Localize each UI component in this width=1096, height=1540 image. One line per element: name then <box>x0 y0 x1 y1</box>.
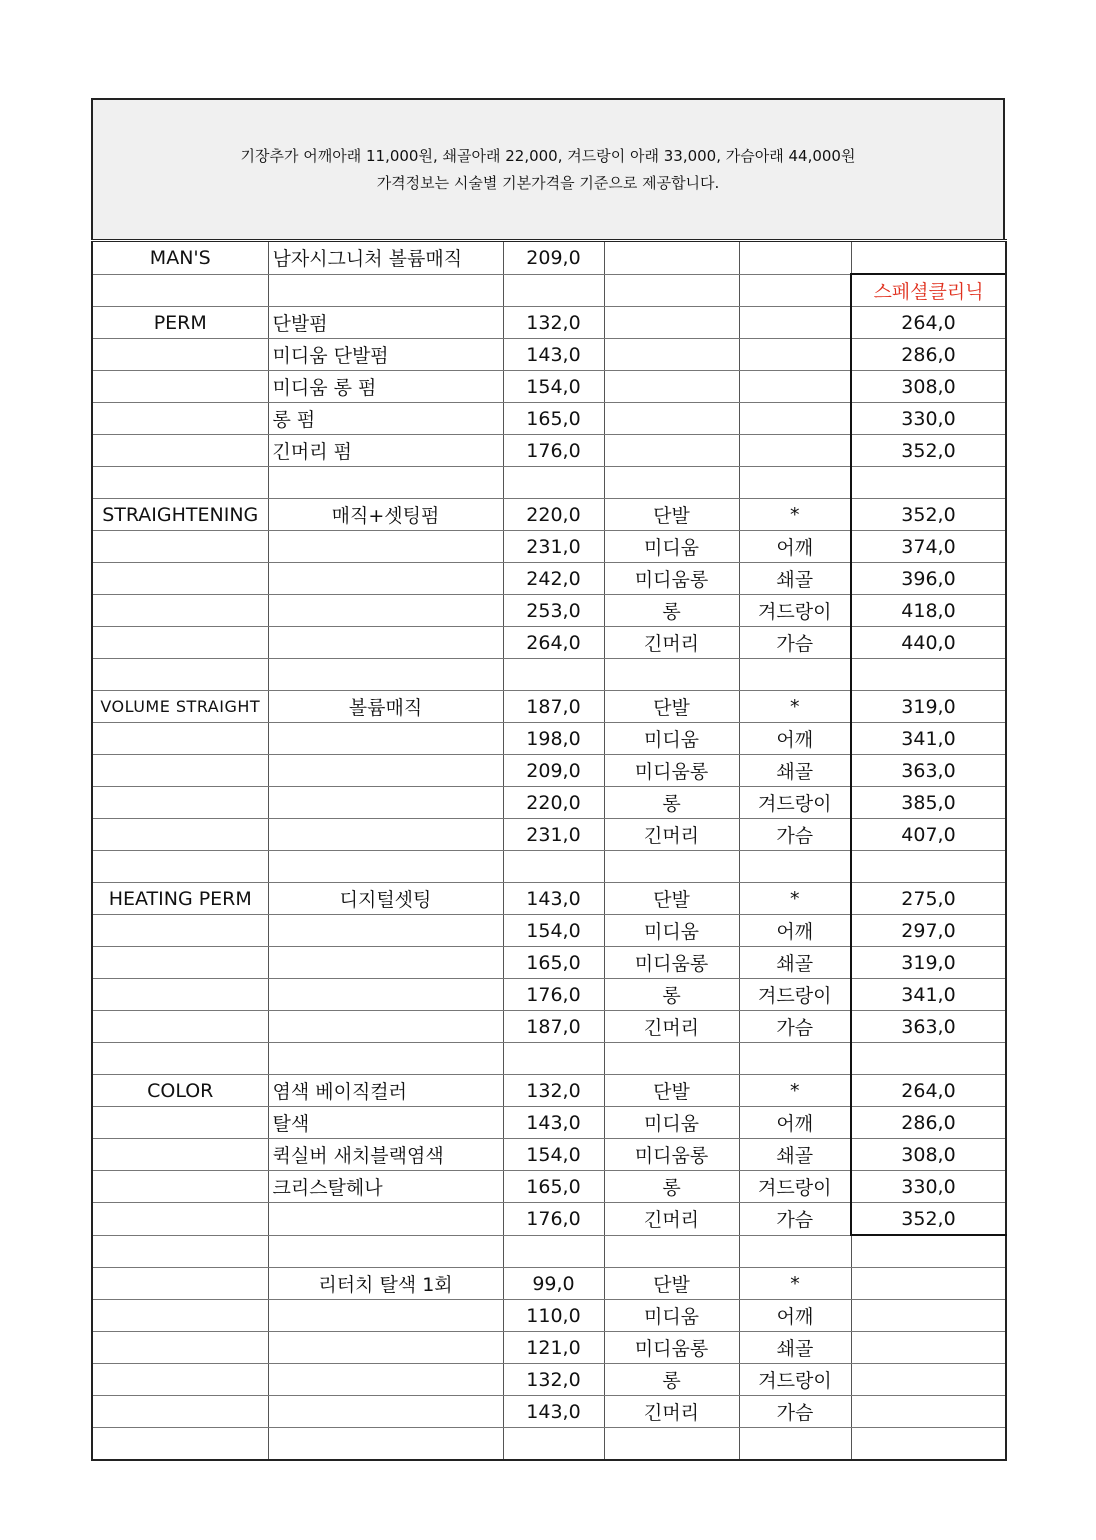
table-row <box>92 915 1006 947</box>
cell-special: 396,0 <box>851 563 1006 595</box>
table-row <box>92 435 1006 467</box>
cell-length: 미디움 <box>604 915 739 947</box>
cell-category: STRAIGHTENING <box>92 499 268 531</box>
cell-service: 미디움 롱 펌 <box>268 371 503 403</box>
table-row <box>92 883 1006 915</box>
cell-extension <box>739 339 851 371</box>
cell-special: 418,0 <box>851 595 1006 627</box>
cell-length <box>604 1235 739 1268</box>
cell-length <box>604 435 739 467</box>
cell-length: 미디움 <box>604 531 739 563</box>
cell-category <box>92 595 268 627</box>
table-row <box>92 659 1006 691</box>
cell-service <box>268 1300 503 1332</box>
cell-special: 286,0 <box>851 1107 1006 1139</box>
cell-special <box>851 1332 1006 1364</box>
cell-special <box>851 1235 1006 1268</box>
cell-category: HEATING PERM <box>92 883 268 915</box>
cell-extension <box>739 403 851 435</box>
cell-category <box>92 979 268 1011</box>
table-row <box>92 1300 1006 1332</box>
cell-length: 단발 <box>604 1268 739 1300</box>
cell-price: 154,0 <box>503 1139 604 1171</box>
cell-price: 165,0 <box>503 403 604 435</box>
cell-special: 352,0 <box>851 435 1006 467</box>
cell-length: 롱 <box>604 1364 739 1396</box>
cell-length: 미디움롱 <box>604 947 739 979</box>
cell-category <box>92 1332 268 1364</box>
table-row <box>92 851 1006 883</box>
cell-special <box>851 1268 1006 1300</box>
table-row <box>92 339 1006 371</box>
cell-category <box>92 1107 268 1139</box>
cell-category <box>92 467 268 499</box>
cell-service: 남자시그니처 볼륨매직 <box>268 241 503 275</box>
cell-length: 미디움롱 <box>604 563 739 595</box>
cell-price <box>503 1428 604 1461</box>
cell-length <box>604 467 739 499</box>
cell-price: 154,0 <box>503 371 604 403</box>
cell-service <box>268 851 503 883</box>
price-table-body <box>92 241 1006 1461</box>
cell-category <box>92 1043 268 1075</box>
cell-extension: 어깨 <box>739 723 851 755</box>
cell-special: 341,0 <box>851 979 1006 1011</box>
cell-category <box>92 1139 268 1171</box>
cell-special: 341,0 <box>851 723 1006 755</box>
cell-category <box>92 435 268 467</box>
cell-extension: * <box>739 883 851 915</box>
cell-category <box>92 1428 268 1461</box>
notice-line-1: 기장추가 어깨아래 11,000원, 쇄골아래 22,000, 겨드랑이 아래 33,000, 가슴아래 44,000원 <box>240 146 856 165</box>
cell-category <box>92 819 268 851</box>
cell-price: 176,0 <box>503 1203 604 1236</box>
cell-extension: 겨드랑이 <box>739 979 851 1011</box>
cell-special: 363,0 <box>851 755 1006 787</box>
cell-service <box>268 1364 503 1396</box>
cell-category: PERM <box>92 307 268 339</box>
cell-service: 미디움 단발펌 <box>268 339 503 371</box>
cell-special <box>851 1364 1006 1396</box>
cell-extension: 가슴 <box>739 819 851 851</box>
cell-extension: 어깨 <box>739 915 851 947</box>
cell-category <box>92 1300 268 1332</box>
cell-category <box>92 1235 268 1268</box>
cell-extension: * <box>739 499 851 531</box>
table-row <box>92 1171 1006 1203</box>
cell-price: 253,0 <box>503 595 604 627</box>
table-row <box>92 274 1006 307</box>
cell-service: 매직+셋팅펌 <box>268 499 503 531</box>
cell-price <box>503 1043 604 1075</box>
cell-extension: 쇄골 <box>739 755 851 787</box>
cell-category <box>92 339 268 371</box>
cell-category: COLOR <box>92 1075 268 1107</box>
table-row <box>92 691 1006 723</box>
cell-price: 220,0 <box>503 787 604 819</box>
table-row <box>92 1428 1006 1461</box>
cell-category <box>92 1203 268 1236</box>
cell-price: 143,0 <box>503 339 604 371</box>
table-row <box>92 1364 1006 1396</box>
cell-price: 176,0 <box>503 979 604 1011</box>
cell-price: 132,0 <box>503 1364 604 1396</box>
cell-length: 롱 <box>604 1171 739 1203</box>
cell-special <box>851 1300 1006 1332</box>
cell-category: MAN'S <box>92 241 268 275</box>
cell-price: 143,0 <box>503 1107 604 1139</box>
table-row <box>92 403 1006 435</box>
table-row <box>92 371 1006 403</box>
table-row <box>92 467 1006 499</box>
cell-category <box>92 915 268 947</box>
cell-service <box>268 659 503 691</box>
table-row <box>92 1139 1006 1171</box>
cell-category <box>92 274 268 307</box>
cell-category <box>92 1364 268 1396</box>
cell-length: 긴머리 <box>604 1011 739 1043</box>
cell-special: 407,0 <box>851 819 1006 851</box>
cell-price: 187,0 <box>503 1011 604 1043</box>
notice-line-2: 가격정보는 시술별 기본가격을 기준으로 제공합니다. <box>376 173 720 192</box>
cell-service: 롱 펌 <box>268 403 503 435</box>
cell-price: 231,0 <box>503 819 604 851</box>
table-row <box>92 1235 1006 1268</box>
cell-special: 286,0 <box>851 339 1006 371</box>
cell-service: 단발펌 <box>268 307 503 339</box>
table-row <box>92 499 1006 531</box>
cell-length: 긴머리 <box>604 819 739 851</box>
cell-category <box>92 403 268 435</box>
cell-extension: 어깨 <box>739 1107 851 1139</box>
cell-category <box>92 1011 268 1043</box>
cell-length: 롱 <box>604 787 739 819</box>
cell-length: 긴머리 <box>604 627 739 659</box>
cell-service <box>268 915 503 947</box>
table-row <box>92 755 1006 787</box>
cell-service: 퀵실버 새치블랙염색 <box>268 1139 503 1171</box>
cell-category: VOLUME STRAIGHT <box>92 691 268 723</box>
cell-length: 긴머리 <box>604 1396 739 1428</box>
cell-special <box>851 241 1006 275</box>
cell-price <box>503 851 604 883</box>
cell-extension: 쇄골 <box>739 1139 851 1171</box>
table-row <box>92 1011 1006 1043</box>
cell-service: 탈색 <box>268 1107 503 1139</box>
cell-price: 165,0 <box>503 947 604 979</box>
cell-service <box>268 723 503 755</box>
cell-special <box>851 467 1006 499</box>
cell-extension: * <box>739 1075 851 1107</box>
cell-category <box>92 627 268 659</box>
cell-service <box>268 274 503 307</box>
cell-extension: 쇄골 <box>739 563 851 595</box>
cell-special: 319,0 <box>851 691 1006 723</box>
table-row <box>92 1396 1006 1428</box>
cell-length <box>604 241 739 275</box>
table-row <box>92 819 1006 851</box>
cell-category <box>92 563 268 595</box>
cell-special: 352,0 <box>851 499 1006 531</box>
cell-length: 미디움 <box>604 1300 739 1332</box>
cell-length: 단발 <box>604 691 739 723</box>
cell-category <box>92 531 268 563</box>
cell-price: 110,0 <box>503 1300 604 1332</box>
cell-service <box>268 563 503 595</box>
cell-category <box>92 723 268 755</box>
cell-special: 264,0 <box>851 307 1006 339</box>
cell-length: 미디움롱 <box>604 1139 739 1171</box>
cell-price: 187,0 <box>503 691 604 723</box>
table-row <box>92 947 1006 979</box>
cell-length: 미디움롱 <box>604 1332 739 1364</box>
cell-length: 롱 <box>604 979 739 1011</box>
cell-special: 275,0 <box>851 883 1006 915</box>
cell-length <box>604 403 739 435</box>
cell-special: 스페셜클리닉 <box>851 274 1006 307</box>
cell-category <box>92 659 268 691</box>
cell-special <box>851 659 1006 691</box>
notice-box <box>91 98 1005 239</box>
table-row <box>92 307 1006 339</box>
cell-length <box>604 659 739 691</box>
cell-special: 363,0 <box>851 1011 1006 1043</box>
cell-service: 긴머리 펌 <box>268 435 503 467</box>
cell-price: 132,0 <box>503 1075 604 1107</box>
cell-price: 132,0 <box>503 307 604 339</box>
cell-category <box>92 1268 268 1300</box>
cell-special: 440,0 <box>851 627 1006 659</box>
cell-extension: 쇄골 <box>739 947 851 979</box>
cell-service: 리터치 탈색 1회 <box>268 1268 503 1300</box>
table-row <box>92 787 1006 819</box>
cell-length <box>604 1043 739 1075</box>
cell-category <box>92 1396 268 1428</box>
cell-service <box>268 819 503 851</box>
cell-category <box>92 1171 268 1203</box>
cell-special <box>851 1396 1006 1428</box>
cell-price: 143,0 <box>503 1396 604 1428</box>
cell-service <box>268 531 503 563</box>
cell-price: 264,0 <box>503 627 604 659</box>
table-row <box>92 531 1006 563</box>
cell-extension: 겨드랑이 <box>739 1171 851 1203</box>
cell-service <box>268 1396 503 1428</box>
cell-special <box>851 1428 1006 1461</box>
cell-special <box>851 851 1006 883</box>
table-row <box>92 1107 1006 1139</box>
cell-service <box>268 1203 503 1236</box>
cell-extension: * <box>739 691 851 723</box>
cell-service <box>268 947 503 979</box>
cell-extension: 가슴 <box>739 1011 851 1043</box>
cell-category <box>92 851 268 883</box>
cell-price: 165,0 <box>503 1171 604 1203</box>
cell-length: 단발 <box>604 499 739 531</box>
cell-extension: 쇄골 <box>739 1332 851 1364</box>
cell-length <box>604 339 739 371</box>
cell-service: 디지털셋팅 <box>268 883 503 915</box>
cell-extension: 가슴 <box>739 627 851 659</box>
cell-special: 297,0 <box>851 915 1006 947</box>
cell-length <box>604 1428 739 1461</box>
cell-special: 374,0 <box>851 531 1006 563</box>
cell-length: 긴머리 <box>604 1203 739 1236</box>
table-row <box>92 979 1006 1011</box>
cell-price: 209,0 <box>503 755 604 787</box>
cell-extension <box>739 467 851 499</box>
cell-price: 242,0 <box>503 563 604 595</box>
cell-price <box>503 467 604 499</box>
cell-special <box>851 1043 1006 1075</box>
table-row <box>92 595 1006 627</box>
table-row <box>92 1203 1006 1236</box>
cell-service <box>268 1428 503 1461</box>
cell-service <box>268 1235 503 1268</box>
cell-special: 308,0 <box>851 371 1006 403</box>
price-sheet <box>91 98 1005 1461</box>
cell-service: 볼륨매직 <box>268 691 503 723</box>
cell-extension: 어깨 <box>739 531 851 563</box>
cell-special: 319,0 <box>851 947 1006 979</box>
cell-price: 209,0 <box>503 241 604 275</box>
cell-price <box>503 659 604 691</box>
cell-category <box>92 755 268 787</box>
cell-length: 미디움 <box>604 723 739 755</box>
cell-extension <box>739 307 851 339</box>
cell-extension <box>739 659 851 691</box>
cell-price: 198,0 <box>503 723 604 755</box>
cell-special: 352,0 <box>851 1203 1006 1236</box>
cell-special: 264,0 <box>851 1075 1006 1107</box>
cell-extension <box>739 1235 851 1268</box>
cell-special: 330,0 <box>851 403 1006 435</box>
cell-service <box>268 755 503 787</box>
cell-extension <box>739 274 851 307</box>
cell-extension: 겨드랑이 <box>739 787 851 819</box>
cell-price: 99,0 <box>503 1268 604 1300</box>
cell-length <box>604 274 739 307</box>
cell-price <box>503 1235 604 1268</box>
cell-length <box>604 371 739 403</box>
cell-price: 231,0 <box>503 531 604 563</box>
cell-price: 154,0 <box>503 915 604 947</box>
cell-service: 염색 베이직컬러 <box>268 1075 503 1107</box>
cell-category <box>92 947 268 979</box>
table-row <box>92 563 1006 595</box>
cell-extension <box>739 435 851 467</box>
cell-length: 단발 <box>604 1075 739 1107</box>
cell-service <box>268 1043 503 1075</box>
table-row <box>92 1268 1006 1300</box>
cell-service <box>268 627 503 659</box>
cell-extension <box>739 1428 851 1461</box>
cell-category <box>92 787 268 819</box>
cell-category <box>92 371 268 403</box>
cell-service <box>268 467 503 499</box>
cell-extension: * <box>739 1268 851 1300</box>
table-row <box>92 723 1006 755</box>
cell-special: 308,0 <box>851 1139 1006 1171</box>
cell-service <box>268 979 503 1011</box>
cell-length: 미디움 <box>604 1107 739 1139</box>
cell-special: 330,0 <box>851 1171 1006 1203</box>
cell-extension <box>739 1043 851 1075</box>
cell-special: 385,0 <box>851 787 1006 819</box>
cell-price <box>503 274 604 307</box>
table-row <box>92 1332 1006 1364</box>
cell-extension: 어깨 <box>739 1300 851 1332</box>
cell-price: 121,0 <box>503 1332 604 1364</box>
cell-length: 단발 <box>604 883 739 915</box>
table-row <box>92 627 1006 659</box>
cell-extension: 가슴 <box>739 1396 851 1428</box>
table-row <box>92 1075 1006 1107</box>
cell-service: 크리스탈헤나 <box>268 1171 503 1203</box>
cell-price: 176,0 <box>503 435 604 467</box>
cell-extension: 겨드랑이 <box>739 1364 851 1396</box>
cell-extension <box>739 371 851 403</box>
cell-service <box>268 1332 503 1364</box>
cell-length: 롱 <box>604 595 739 627</box>
table-row <box>92 241 1006 275</box>
cell-extension <box>739 851 851 883</box>
cell-length <box>604 851 739 883</box>
cell-extension: 겨드랑이 <box>739 595 851 627</box>
cell-length <box>604 307 739 339</box>
cell-price: 220,0 <box>503 499 604 531</box>
price-table <box>91 239 1007 1461</box>
cell-service <box>268 1011 503 1043</box>
cell-service <box>268 787 503 819</box>
cell-extension <box>739 241 851 275</box>
cell-price: 143,0 <box>503 883 604 915</box>
cell-extension: 가슴 <box>739 1203 851 1236</box>
cell-length: 미디움롱 <box>604 755 739 787</box>
table-row <box>92 1043 1006 1075</box>
cell-service <box>268 595 503 627</box>
